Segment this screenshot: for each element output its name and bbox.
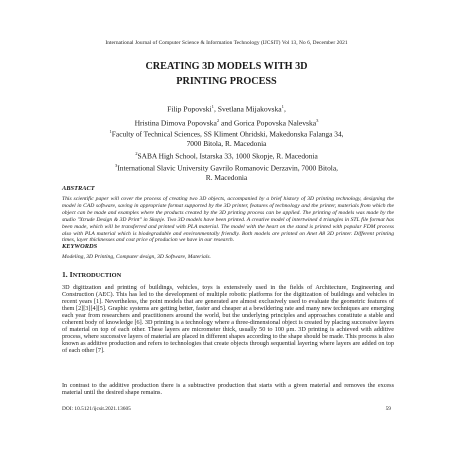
introduction-paragraph-2: In contrast to the additive production there is a subtractive production that starts with a given material and removes the excess material until the desired shape remains. [62, 382, 394, 397]
keywords-heading: KEYWORDS [62, 243, 98, 250]
author-line-1: Filip Popovski$^1$, Svetlana Mijakovska$^1$, [167, 104, 286, 114]
journal-header: International Journal of Computer Science & Information Technology (IJCSIT) Vol 13, No 6, December 2021 [105, 40, 348, 46]
affiliation-3-cont: R. Macedonia [205, 172, 248, 182]
section-number: 1. [62, 270, 68, 279]
author-name: Hristina Dimova Popovska [134, 118, 217, 128]
title-line-2: PRINTING PROCESS [176, 76, 277, 87]
author-affil-sup: 3 [316, 117, 319, 123]
affiliation-3: $^3$International Slavic University Gavrilo Romanovic Derzavin, 7000 Bitola, [115, 162, 338, 173]
introduction-paragraph-1: 3D digitization and printing of buildings, vehicles, toys is extensively used in the fields of Architecture, Engineering and Construction (AEC). This has led to the development of multiple robotic platforms for the digitization of buildings and vehicles in recent years [1]. Nevertheless, the point models that are generated are almost exclusively used to evaluate the geometric features of them [2][3][4][5]. Graphic systems are getting better, faster and cheaper at a bewildering rate and many new techniques are emerging each year from researchers and practitioners around the world, but the underlying principles and approaches constitute a stable and coherent body of knowledge [6]. 3D printing is a technology where a three-dimensional object is created by placing successive layers of material on top of each other. These layers are micrometer thick, usually 50 to 100 μm. 3D printing is achieved with additive process, where successive layers of material are placed in different shapes according to the shape should be made. This process is also known as additive production and refers to technologies that create objects through sequential layering where layers are added on top of each other [7]. [62, 284, 394, 355]
author-affil-sup: 2 [216, 117, 220, 123]
affiliation-1: $^1$Faculty of Technical Sciences, SS Kliment Ohridski, Makedonska Falanga 34, [109, 129, 344, 139]
author-name: Filip Popovski [167, 104, 212, 114]
title-line-1: CREATING 3D MODELS WITH 3D [145, 61, 308, 72]
author-list [0, 101, 453, 128]
page-number: 59 [385, 406, 391, 412]
keywords-text: Modeling, 3D Printing, Computer design, 3D Software, Materials. [62, 254, 211, 260]
author-name: , Svetlana Mijakovska [213, 104, 282, 114]
abstract-heading: ABSTRACT [62, 185, 95, 192]
affiliation-2: $^2$SABA High School, Istarska 33, 1000 Skopje, R. Macedonia [135, 150, 318, 161]
abstract-text: This scientific paper will cover the process of creating two 3D objects, accompanied by a brief history of 3D printing technology, designing the model in CAD software, saving in appropriate format supported by the 3D printer, features of technology and the printer, materials from which the object can be made and examples where the products created by the 3D printing process can be applied. The printing of models was made by the studio "Xtrude Design & 3D Print" in Skopje. Two 3D models have been printed. A creative model of intertwined 4 triangles in STL file format has been made, which will be transferred and printed with PLA material. The model with the heart on the stand is printed with popular FDM process also with PLA material which is biodegradable and environmentally friendly. Both models are printed on Anet A8 3D printer. Different printing times, layer thicknesses and cost price of producion we have in our research. [62, 196, 394, 244]
paper-title [0, 59, 453, 89]
doi-footer: DOI: 10.5121/ijcsit.2021.13605 [62, 406, 131, 412]
author-name: and Gorica Popovska Nalevska [219, 118, 317, 128]
affiliations [0, 127, 453, 182]
affiliation-1-cont: 7000 Bitola, R. Macedonia [186, 139, 267, 149]
author-affil-sup: 1 [211, 104, 214, 109]
author-affil-sup: 1 [281, 104, 284, 109]
introduction-heading: 1. INTRODUCTION [62, 270, 122, 279]
